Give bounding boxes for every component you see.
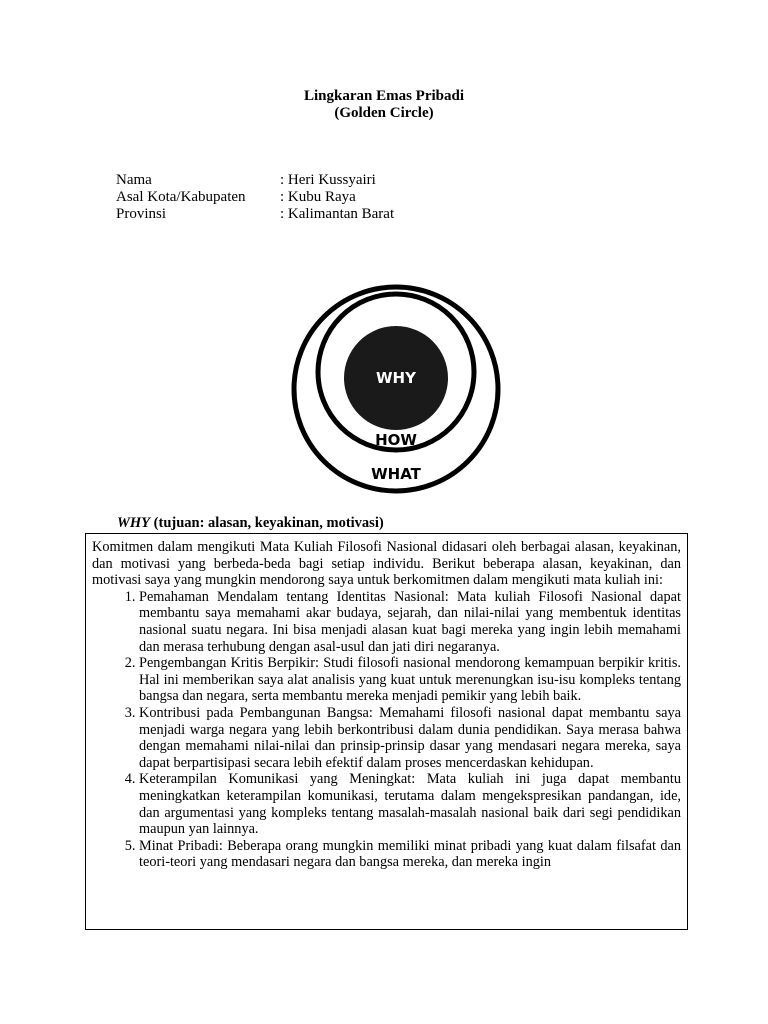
info-value: : Kubu Raya	[280, 189, 356, 205]
list-item: 3. Kontribusi pada Pembangunan Bangsa: Memahami filosofi nasional dapat membantu saya menjadi warga negara yang lebih berkontribusi dalam dunia pendidikan. Saya merasa bahwa dengan memahami nilai-nilai dan prinsip-prinsip dasar yang mendasari negara mereka, saya dapat berpartisipasi secara lebih efektif dalam proses mencerdaskan kehidupan.	[139, 705, 681, 771]
heading-why: WHY	[117, 515, 151, 531]
document-title: Lingkaran Emas Pribadi	[303, 88, 465, 104]
info-value: : Kalimantan Barat	[280, 206, 395, 222]
section-heading	[117, 515, 384, 532]
info-label: Provinsi	[116, 206, 167, 222]
reasons-list	[92, 589, 681, 871]
how-label: HOW	[375, 431, 417, 449]
info-row-province	[116, 206, 394, 223]
list-item: 1. Pemahaman Mendalam tentang Identitas Nasional: Mata kuliah Filosofi Nasional dapat membantu saya memahami akar budaya, sejarah, dan nilai-nilai yang membentuk identitas nasional suatu negara. Ini bisa menjadi alasan kuat bagi mereka yang ingin lebih memahami dan merasa terhubung dengan asal-usul dan jati diri negaranya.	[139, 589, 681, 655]
intro-paragraph: Komitmen dalam mengikuti Mata Kuliah Filosofi Nasional didasari oleh berbagai alasan, keyakinan, dan motivasi yang berbeda-beda bagi setiap individu. Berikut beberapa alasan, keyakinan, dan motivasi saya yang mungkin mendorong saya untuk berkomitmen dalam mengikuti mata kuliah ini:	[92, 539, 681, 589]
golden-circle-diagram	[270, 283, 522, 495]
what-label: WHAT	[371, 465, 421, 483]
identity-info	[116, 172, 394, 223]
list-item: 2. Pengembangan Kritis Berpikir: Studi filosofi nasional mendorong kemampuan berpikir kritis. Hal ini memberikan saya alat analisis yang kuat untuk merenungkan isu-isu kompleks tentang bangsa dan negara, serta membantu mereka menjadi pemikir yang lebih baik.	[139, 655, 681, 705]
info-label: Asal Kota/Kabupaten	[116, 189, 246, 205]
info-row-city	[116, 189, 394, 206]
list-item: 5. Minat Pribadi: Beberapa orang mungkin memiliki minat pribadi yang kuat dalam filsafat dan teori-teori yang mendasari negara dan bangsa mereka, dan mereka ingin	[139, 838, 681, 871]
info-label: Nama	[116, 172, 152, 188]
why-content-box	[85, 533, 688, 930]
heading-rest: (tujuan: alasan, keyakinan, motivasi)	[150, 515, 384, 531]
document-subtitle: (Golden Circle)	[334, 105, 434, 121]
info-row-name	[116, 172, 394, 189]
list-item: 4. Keterampilan Komunikasi yang Meningkat: Mata kuliah ini juga dapat membantu meningkatkan keterampilan komunikasi, terutama dalam mengekspresikan pandangan, ide, dan argumentasi yang kompleks tentang masalah-masalah nasional baik dari segi pendidikan maupun yan lainnya.	[139, 771, 681, 837]
why-label: WHY	[376, 369, 416, 387]
info-value: : Heri Kussyairi	[280, 172, 376, 188]
